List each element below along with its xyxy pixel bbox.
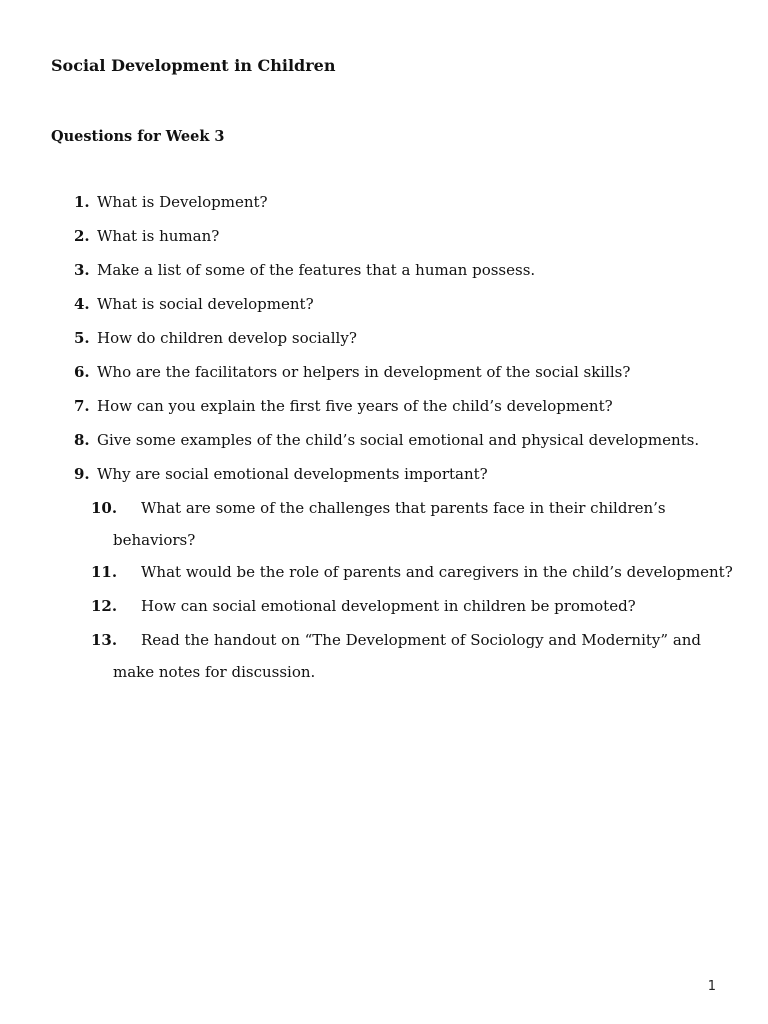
question-item (74, 396, 613, 416)
question-item (91, 498, 666, 549)
question-text: What is Development? (97, 193, 268, 211)
question-text-continuation: make notes for discussion. (113, 663, 316, 681)
question-item (91, 596, 636, 616)
page-number: 1 (707, 979, 716, 994)
question-item (74, 260, 535, 280)
question-number: 6. (74, 363, 90, 381)
question-item (74, 362, 630, 382)
question-number: 5. (74, 329, 90, 347)
question-number: 10. (91, 499, 118, 517)
question-number: 12. (91, 597, 118, 615)
question-text-continuation: behaviors? (113, 531, 196, 549)
question-text: Why are social emotional developments important? (97, 465, 488, 483)
question-number: 13. (91, 631, 118, 649)
question-text: How can social emotional development in children be promoted? (141, 597, 636, 615)
question-text: What would be the role of parents and caregivers in the child’s development? (141, 563, 733, 581)
question-item (74, 464, 488, 484)
question-text: How do children develop socially? (97, 329, 357, 347)
question-number: 8. (74, 431, 90, 449)
question-number: 1. (74, 193, 90, 211)
question-text: What is social development? (97, 295, 314, 313)
question-text: Make a list of some of the features that a human possess. (97, 261, 536, 279)
question-item (74, 328, 357, 348)
question-number: 9. (74, 465, 90, 483)
question-text: Read the handout on “The Development of Sociology and Modernity” and (141, 631, 702, 649)
question-text: Give some examples of the child’s social emotional and physical developments. (97, 431, 700, 449)
question-number: 2. (74, 227, 90, 245)
question-item (91, 630, 702, 681)
question-item (74, 430, 699, 450)
question-text: Who are the facilitators or helpers in development of the social skills? (97, 363, 631, 381)
question-number: 7. (74, 397, 90, 415)
question-number: 3. (74, 261, 90, 279)
question-number: 11. (91, 563, 118, 581)
question-text: What are some of the challenges that parents face in their children’s (141, 499, 666, 517)
question-text: What is human? (97, 227, 220, 245)
question-item (91, 562, 733, 582)
question-item (74, 294, 314, 314)
document-title: Social Development in Children (51, 56, 336, 75)
question-item (74, 192, 268, 212)
question-item (74, 226, 219, 246)
question-text: How can you explain the first five years of the child’s development? (97, 397, 613, 415)
question-number: 4. (74, 295, 90, 313)
section-heading: Questions for Week 3 (51, 128, 225, 145)
